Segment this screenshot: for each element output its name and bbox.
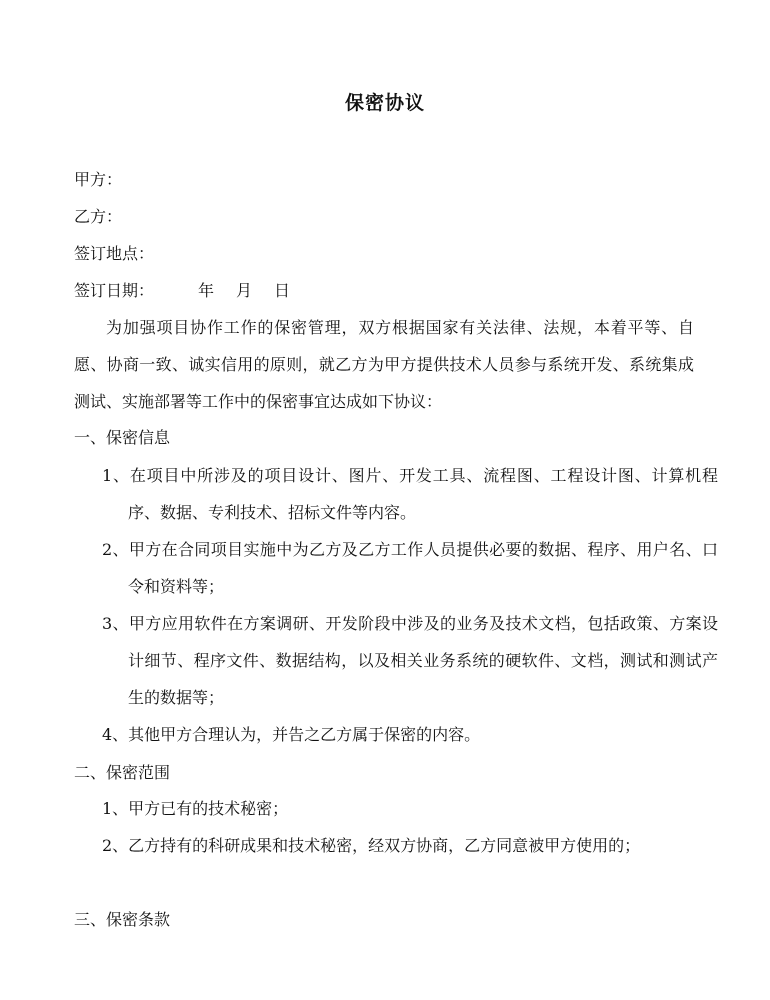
section-heading: 一、保密信息 (74, 428, 171, 447)
sign-date-year: 年 (198, 281, 215, 300)
list-item: 2、乙方持有的科研成果和技术秘密，经双方协商，乙方同意被甲方使用的； (102, 836, 641, 855)
section-heading: 三、保密条款 (74, 910, 171, 929)
section-heading: 二、保密范围 (74, 763, 171, 782)
sign-place-label: 签订地点： (74, 244, 155, 263)
list-item: 3、甲方应用软件在方案调研、开发阶段中涉及的业务及技术文档，包括政策、方案设计细节、程序文件、数据结构，以及相关业务系统的硬软件、文档，测试和测试产生的数据等； (102, 614, 718, 707)
intro-paragraph: 为加强项目协作工作的保密管理，双方根据国家有关法律、法规，本着平等、自愿、协商一致、诚实信用的原则，就乙方为甲方提供技术人员参与系统开发、系统集成测试、实施部署等工作中的保密事宜达成如下协议： (74, 318, 694, 411)
list-item: 1、在项目中所涉及的项目设计、图片、开发工具、流程图、工程设计图、计算机程序、数据、专利技术、招标文件等内容。 (102, 466, 718, 522)
party-a-label: 甲方： (74, 170, 123, 189)
party-b-label: 乙方： (74, 207, 123, 226)
list-item: 1、甲方已有的技术秘密； (102, 799, 289, 818)
sign-date-line (74, 281, 290, 301)
sign-date-day: 日 (274, 281, 291, 300)
sign-date-month: 月 (236, 281, 253, 300)
document-title: 保密协议 (344, 92, 425, 114)
sign-date-label: 签订日期： (74, 281, 155, 300)
list-item: 2、甲方在合同项目实施中为乙方及乙方工作人员提供必要的数据、程序、用户名、口令和资料等； (102, 540, 718, 596)
list-item: 4、其他甲方合理认为，并告之乙方属于保密的内容。 (102, 725, 481, 744)
